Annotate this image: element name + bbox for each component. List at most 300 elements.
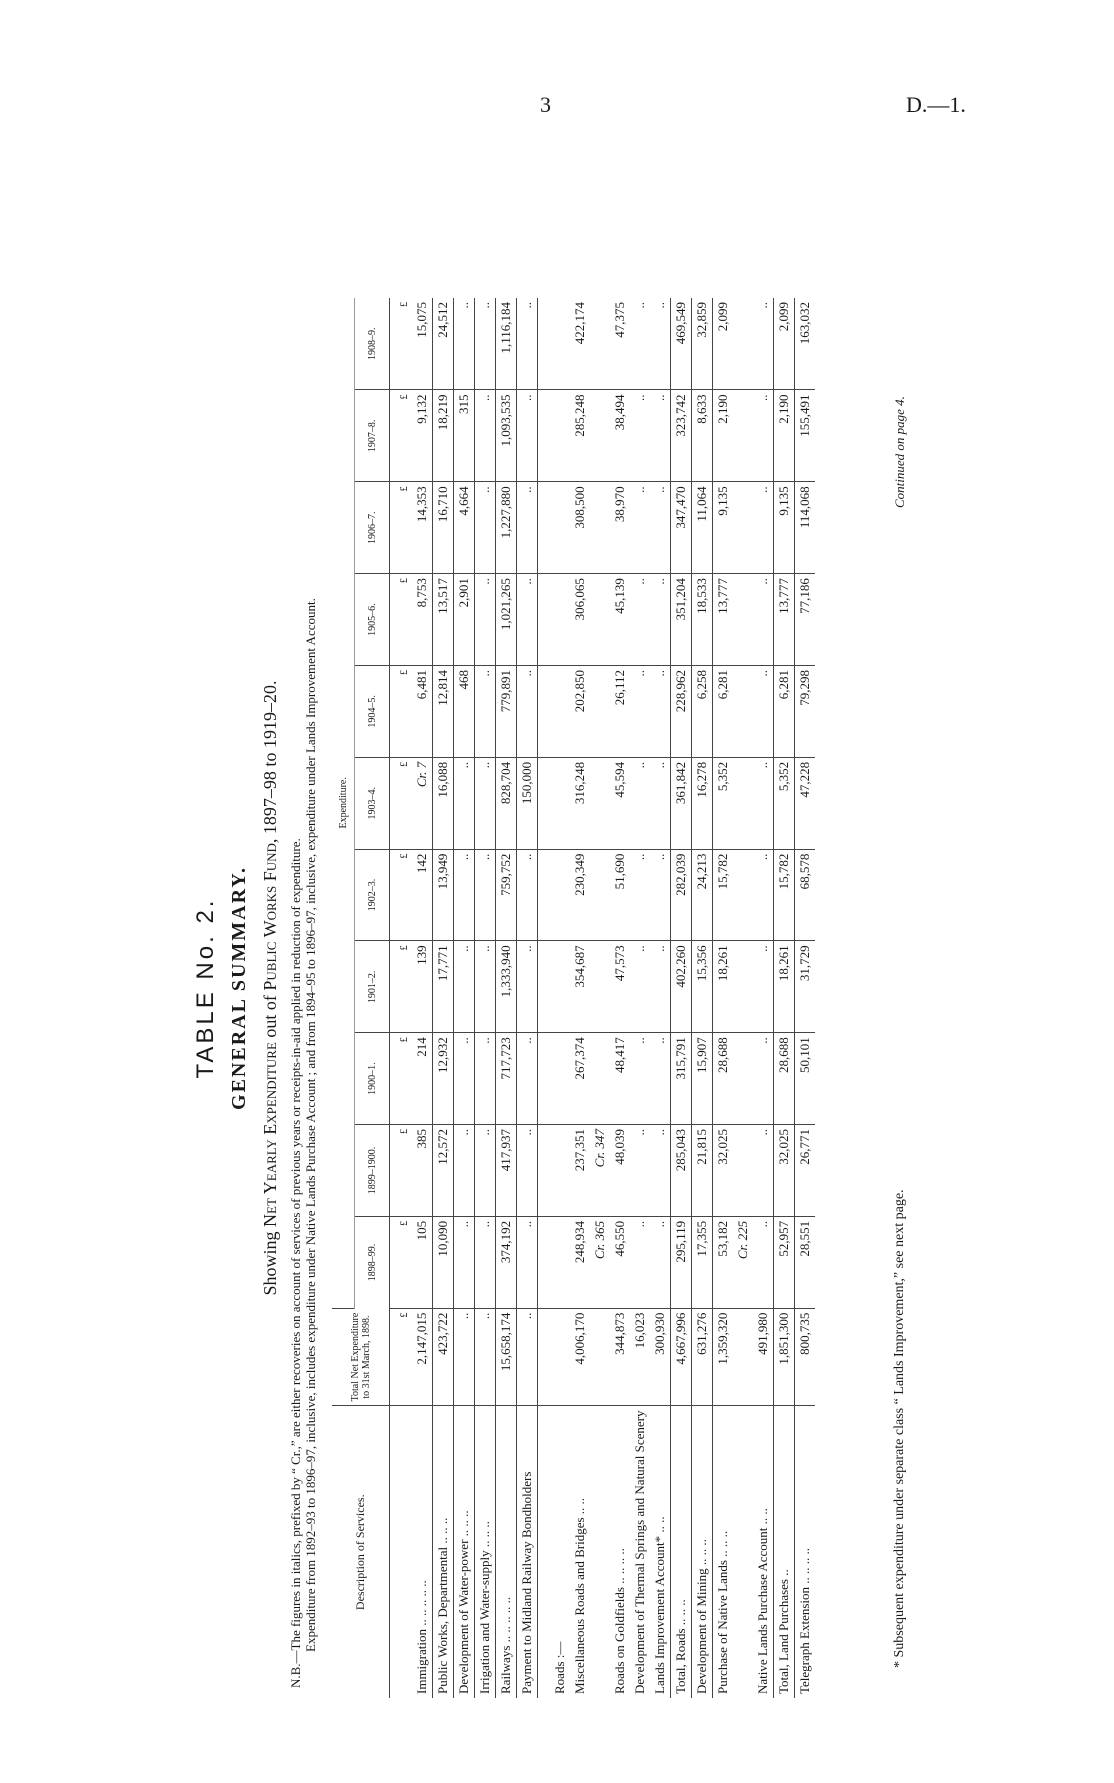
value-cell: .. <box>630 482 650 574</box>
value-cell: .. <box>753 390 774 482</box>
table-row <box>433 298 454 1698</box>
value-cell: .. <box>454 1125 475 1217</box>
value-cell: 17,771 <box>433 941 454 1033</box>
empty-cell <box>538 1308 571 1406</box>
value-cell: 32,859 <box>692 298 713 390</box>
page-number: 3 <box>540 92 551 117</box>
value-cell: 163,032 <box>795 298 816 390</box>
value-cell: .. <box>630 1033 650 1125</box>
row-label: Public Works, Departmental .. .. .. <box>433 1406 454 1698</box>
value-cell: 15,907 <box>692 1033 713 1125</box>
value-cell: 469,549 <box>671 298 692 390</box>
value-cell: 237,351 <box>570 1125 590 1217</box>
value-cell: 4,006,170 <box>570 1308 590 1406</box>
value-cell: .. <box>650 849 671 941</box>
roads-section-title <box>538 298 571 1698</box>
value-cell: 12,814 <box>433 666 454 758</box>
row-label: Roads :— <box>538 1406 571 1698</box>
empty-cell <box>538 941 571 1033</box>
value-cell: .. <box>630 390 650 482</box>
credit-cell <box>590 1308 610 1406</box>
value-cell: 31,729 <box>795 941 816 1033</box>
value-cell: 45,594 <box>610 757 630 849</box>
value-cell: .. <box>517 298 538 390</box>
value-cell: 374,192 <box>496 1216 517 1308</box>
empty-cell <box>733 1406 753 1698</box>
table-row <box>475 298 496 1698</box>
unit-cell: £ <box>390 1308 413 1406</box>
value-cell: .. <box>517 1125 538 1217</box>
rotated-table-page <box>180 268 925 1708</box>
empty-cell <box>538 849 571 941</box>
value-cell: 18,533 <box>692 574 713 666</box>
value-cell: .. <box>753 482 774 574</box>
value-cell: 18,261 <box>774 941 795 1033</box>
value-cell: 800,735 <box>795 1308 816 1406</box>
credit-cell: Cr. 347 <box>590 1125 610 1217</box>
value-cell: 45,139 <box>610 574 630 666</box>
table-row <box>692 298 713 1698</box>
page-reference: D.—1. <box>906 92 966 117</box>
value-cell: 53,182 <box>713 1216 734 1308</box>
value-cell: 13,949 <box>433 849 454 941</box>
value-cell: .. <box>475 941 496 1033</box>
row-label: Irrigation and Water-supply .. .. .. <box>475 1406 496 1698</box>
value-cell: 5,352 <box>713 757 734 849</box>
value-cell: .. <box>517 1216 538 1308</box>
value-cell: 295,119 <box>671 1216 692 1308</box>
value-cell: .. <box>475 757 496 849</box>
value-cell: 9,132 <box>412 390 433 482</box>
value-cell: .. <box>753 1216 774 1308</box>
value-cell: 15,658,174 <box>496 1308 517 1406</box>
value-cell: .. <box>630 941 650 1033</box>
row-label: Total, Land Purchases .. <box>774 1406 795 1698</box>
value-cell: .. <box>475 849 496 941</box>
credit-cell <box>733 757 753 849</box>
row-label: Railways .. .. .. .. .. <box>496 1406 517 1698</box>
empty-cell <box>538 1216 571 1308</box>
table-row <box>713 298 734 1698</box>
row-label: Development of Water-power .. .. .. <box>454 1406 475 1698</box>
value-cell: 68,578 <box>795 849 816 941</box>
value-cell: .. <box>454 298 475 390</box>
value-cell: .. <box>650 1125 671 1217</box>
credit-cell <box>590 1033 610 1125</box>
value-cell: 267,374 <box>570 1033 590 1125</box>
value-cell: 5,352 <box>774 757 795 849</box>
value-cell: 11,064 <box>692 482 713 574</box>
value-cell: 15,356 <box>692 941 713 1033</box>
row-label: Lands Improvement Account* .. .. <box>652 1516 667 1694</box>
unit-cell: £ <box>390 849 413 941</box>
value-cell: 285,043 <box>671 1125 692 1217</box>
value-cell: 52,957 <box>774 1216 795 1308</box>
row-label: Development of Thermal Springs and Natural Scenery <box>632 1410 647 1694</box>
value-cell: .. <box>475 482 496 574</box>
table-row <box>610 298 630 1698</box>
credit-cell <box>733 1308 753 1406</box>
value-cell: 114,068 <box>795 482 816 574</box>
value-cell: 51,690 <box>610 849 630 941</box>
value-cell: 1,093,535 <box>496 390 517 482</box>
heading-prefix: Showing <box>260 1231 280 1296</box>
unit-cell: £ <box>390 666 413 758</box>
empty-cell <box>538 574 571 666</box>
credit-cell <box>733 482 753 574</box>
table-row <box>671 298 692 1698</box>
header-year: 1904–5. <box>355 666 390 758</box>
value-cell: 6,481 <box>412 666 433 758</box>
value-cell: .. <box>475 1308 496 1406</box>
value-cell: 4,664 <box>454 482 475 574</box>
value-cell: .. <box>517 1308 538 1406</box>
empty-cell <box>538 757 571 849</box>
value-cell: 1,359,320 <box>713 1308 734 1406</box>
header-year: 1901–2. <box>355 941 390 1033</box>
unit-cell: £ <box>390 757 413 849</box>
table-row <box>412 298 433 1698</box>
header-year: 1899–1900. <box>355 1125 390 1217</box>
value-cell: 422,174 <box>570 298 590 390</box>
value-cell: 354,687 <box>570 941 590 1033</box>
value-cell: 202,850 <box>570 666 590 758</box>
table-row <box>774 298 795 1698</box>
credit-cell <box>590 482 610 574</box>
unit-cell: £ <box>390 1216 413 1308</box>
value-cell: 16,023 <box>630 1308 650 1406</box>
value-cell: .. <box>753 1033 774 1125</box>
header-year: 1907–8. <box>355 390 390 482</box>
value-cell: 142 <box>412 849 433 941</box>
value-cell: .. <box>650 482 671 574</box>
value-cell: 423,722 <box>433 1308 454 1406</box>
header-year: 1898–99. <box>355 1216 390 1308</box>
header-total-net: Total Net Expenditure to 31st March, 1898. <box>332 1308 390 1406</box>
row-label: Miscellaneous Roads and Bridges .. .. <box>572 1497 587 1694</box>
credit-cell <box>733 390 753 482</box>
value-cell: 8,633 <box>692 390 713 482</box>
value-cell: 1,851,300 <box>774 1308 795 1406</box>
credit-cell <box>590 666 610 758</box>
value-cell: 759,752 <box>496 849 517 941</box>
row-label: Development of Mining .. .. .. <box>692 1406 713 1698</box>
value-cell: .. <box>454 849 475 941</box>
summary-table <box>332 298 815 1698</box>
value-cell: 385 <box>412 1125 433 1217</box>
credit-cell <box>733 849 753 941</box>
value-cell: 32,025 <box>774 1125 795 1217</box>
table-row <box>795 298 816 1698</box>
unit-cell <box>390 1406 413 1698</box>
value-cell: .. <box>475 1033 496 1125</box>
value-cell: .. <box>753 757 774 849</box>
value-cell: 717,723 <box>496 1033 517 1125</box>
value-cell: 13,777 <box>713 574 734 666</box>
credit-row <box>733 298 753 1698</box>
value-cell: 491,980 <box>753 1308 774 1406</box>
value-cell: .. <box>630 1216 650 1308</box>
value-cell: .. <box>650 390 671 482</box>
value-cell: 18,261 <box>713 941 734 1033</box>
value-cell: 306,065 <box>570 574 590 666</box>
unit-cell: £ <box>390 574 413 666</box>
row-label: Total, Roads .. .. .. <box>671 1406 692 1698</box>
header-description: Description of Services. <box>332 1406 390 1698</box>
value-cell: 13,777 <box>774 574 795 666</box>
value-cell: 16,088 <box>433 757 454 849</box>
value-cell: 77,186 <box>795 574 816 666</box>
credit-cell <box>590 574 610 666</box>
value-cell: 16,710 <box>433 482 454 574</box>
value-cell: 12,932 <box>433 1033 454 1125</box>
value-cell: 315 <box>454 390 475 482</box>
value-cell: .. <box>650 941 671 1033</box>
value-cell: 46,550 <box>610 1216 630 1308</box>
value-cell: .. <box>650 298 671 390</box>
table-row <box>650 298 671 1698</box>
value-cell: 38,970 <box>610 482 630 574</box>
table-row <box>753 298 774 1698</box>
header-expenditure: Expenditure. <box>332 298 355 1308</box>
value-cell: 155,491 <box>795 390 816 482</box>
value-cell: .. <box>475 1216 496 1308</box>
unit-cell: £ <box>390 390 413 482</box>
value-cell: .. <box>454 941 475 1033</box>
row-label: Native Lands Purchase Account .. .. <box>755 1508 770 1694</box>
value-cell: .. <box>630 849 650 941</box>
value-cell: 50,101 <box>795 1033 816 1125</box>
value-cell: 2,901 <box>454 574 475 666</box>
unit-row <box>390 298 413 1698</box>
value-cell: .. <box>454 1216 475 1308</box>
credit-cell <box>733 574 753 666</box>
value-cell: Cr. 7 <box>412 757 433 849</box>
value-cell: .. <box>753 298 774 390</box>
value-cell: 417,937 <box>496 1125 517 1217</box>
value-cell: 1,227,880 <box>496 482 517 574</box>
unit-cell: £ <box>390 1033 413 1125</box>
unit-cell: £ <box>390 1125 413 1217</box>
value-cell: 13,517 <box>433 574 454 666</box>
value-cell: 32,025 <box>713 1125 734 1217</box>
value-cell: 1,333,940 <box>496 941 517 1033</box>
value-cell: 351,204 <box>671 574 692 666</box>
value-cell: .. <box>517 941 538 1033</box>
value-cell: 2,190 <box>774 390 795 482</box>
value-cell: .. <box>650 757 671 849</box>
value-cell: 28,688 <box>774 1033 795 1125</box>
value-cell: 15,782 <box>774 849 795 941</box>
unit-cell: £ <box>390 941 413 1033</box>
empty-cell <box>538 666 571 758</box>
note-line-1: N.B.—The figures in italics, prefixed by “ Cr.,” are either recoveries on account of services of previous years or receipts-in-aid applied in reduction of expenditure. <box>288 838 303 1688</box>
value-cell: .. <box>475 298 496 390</box>
value-cell: 2,190 <box>713 390 734 482</box>
table-row <box>517 298 538 1698</box>
empty-cell <box>538 390 571 482</box>
credit-cell: Cr. 225 <box>733 1216 753 1308</box>
table-row <box>630 298 650 1698</box>
credit-cell <box>733 941 753 1033</box>
value-cell: 79,298 <box>795 666 816 758</box>
row-label: Payment to Midland Railway Bondholders <box>517 1406 538 1698</box>
value-cell: .. <box>517 849 538 941</box>
value-cell: 1,116,184 <box>496 298 517 390</box>
table-row <box>454 298 475 1698</box>
value-cell: .. <box>630 1125 650 1217</box>
value-cell: .. <box>517 482 538 574</box>
value-cell: 1,021,265 <box>496 574 517 666</box>
value-cell: 347,470 <box>671 482 692 574</box>
value-cell: .. <box>517 390 538 482</box>
heading-fund: Public Works Fund <box>260 843 280 991</box>
value-cell: .. <box>753 1125 774 1217</box>
credit-cell <box>590 390 610 482</box>
row-label: Telegraph Extension .. .. .. .. <box>795 1406 816 1698</box>
table-body <box>390 298 816 1698</box>
value-cell: .. <box>753 849 774 941</box>
value-cell: 17,355 <box>692 1216 713 1308</box>
header-year: 1903–4. <box>355 757 390 849</box>
value-cell: .. <box>753 574 774 666</box>
heading-mid: out of <box>260 995 280 1038</box>
table-heading <box>260 268 281 1708</box>
value-cell: 24,512 <box>433 298 454 390</box>
table-title: TABLE No. 2. <box>192 897 219 1079</box>
value-cell: 28,688 <box>713 1033 734 1125</box>
credit-cell <box>590 941 610 1033</box>
value-cell: 150,000 <box>517 757 538 849</box>
table-row <box>570 298 590 1698</box>
value-cell: 323,742 <box>671 390 692 482</box>
value-cell: 344,873 <box>610 1308 630 1406</box>
value-cell: 230,349 <box>570 849 590 941</box>
value-cell: 631,276 <box>692 1308 713 1406</box>
credit-cell: Cr. 365 <box>590 1216 610 1308</box>
value-cell: .. <box>475 666 496 758</box>
value-cell: 47,573 <box>610 941 630 1033</box>
value-cell: 10,090 <box>433 1216 454 1308</box>
value-cell: 2,147,015 <box>412 1308 433 1406</box>
table-subtitle: GENERAL SUMMARY. <box>228 866 250 1110</box>
value-cell: 308,500 <box>570 482 590 574</box>
header-year: 1900–1. <box>355 1033 390 1125</box>
value-cell: 28,551 <box>795 1216 816 1308</box>
row-label: Purchase of Native Lands .. .. .. <box>713 1406 734 1698</box>
footnote: * Subsequent expenditure under separate class “ Lands Improvement,” see next page. <box>892 1189 907 1668</box>
value-cell: .. <box>454 1033 475 1125</box>
credit-cell <box>733 298 753 390</box>
note <box>288 328 318 1688</box>
value-cell: 12,572 <box>433 1125 454 1217</box>
credit-cell <box>590 849 610 941</box>
credit-cell <box>733 666 753 758</box>
credit-cell <box>590 757 610 849</box>
value-cell: 248,934 <box>570 1216 590 1308</box>
empty-cell <box>538 298 571 390</box>
value-cell: .. <box>475 1125 496 1217</box>
value-cell: 18,219 <box>433 390 454 482</box>
value-cell: .. <box>630 666 650 758</box>
empty-cell <box>538 482 571 574</box>
value-cell: .. <box>630 757 650 849</box>
value-cell: .. <box>650 1216 671 1308</box>
value-cell: 14,353 <box>412 482 433 574</box>
value-cell: 2,099 <box>713 298 734 390</box>
header-year: 1908–9. <box>355 298 390 390</box>
value-cell: 47,375 <box>610 298 630 390</box>
value-cell: 6,281 <box>713 666 734 758</box>
value-cell: 139 <box>412 941 433 1033</box>
value-cell: 361,842 <box>671 757 692 849</box>
empty-cell <box>538 1033 571 1125</box>
value-cell: .. <box>650 1033 671 1125</box>
credit-cell <box>733 1033 753 1125</box>
value-cell: 315,791 <box>671 1033 692 1125</box>
value-cell: 316,248 <box>570 757 590 849</box>
value-cell: 24,213 <box>692 849 713 941</box>
table-row <box>496 298 517 1698</box>
value-cell: 9,135 <box>713 482 734 574</box>
value-cell: .. <box>753 666 774 758</box>
value-cell: .. <box>454 1308 475 1406</box>
value-cell: 2,099 <box>774 298 795 390</box>
value-cell: .. <box>753 941 774 1033</box>
value-cell: 285,248 <box>570 390 590 482</box>
continued-note: Continued on page 4. <box>892 396 907 508</box>
value-cell: 47,228 <box>795 757 816 849</box>
value-cell: .. <box>475 390 496 482</box>
header-year: 1905–6. <box>355 574 390 666</box>
value-cell: 21,815 <box>692 1125 713 1217</box>
header-year: 1902–3. <box>355 849 390 941</box>
value-cell: 6,281 <box>774 666 795 758</box>
value-cell: 4,667,996 <box>671 1308 692 1406</box>
value-cell: 282,039 <box>671 849 692 941</box>
value-cell: .. <box>517 666 538 758</box>
heading-small-caps: Net Yearly Expenditure <box>260 1042 280 1227</box>
value-cell: 15,075 <box>412 298 433 390</box>
value-cell: 48,039 <box>610 1125 630 1217</box>
value-cell: 8,753 <box>412 574 433 666</box>
value-cell: 402,260 <box>671 941 692 1033</box>
value-cell: .. <box>475 574 496 666</box>
row-label: Immigration .. .. .. .. .. <box>414 1580 429 1694</box>
credit-cell <box>733 1125 753 1217</box>
value-cell: 468 <box>454 666 475 758</box>
unit-cell: £ <box>390 482 413 574</box>
value-cell: 300,930 <box>650 1308 671 1406</box>
value-cell: 6,258 <box>692 666 713 758</box>
value-cell: .. <box>650 666 671 758</box>
empty-cell <box>590 1406 610 1698</box>
credit-cell <box>590 298 610 390</box>
value-cell: .. <box>630 298 650 390</box>
value-cell: 38,494 <box>610 390 630 482</box>
empty-cell <box>538 1125 571 1217</box>
value-cell: 105 <box>412 1216 433 1308</box>
value-cell: 26,771 <box>795 1125 816 1217</box>
value-cell: 16,278 <box>692 757 713 849</box>
value-cell: 26,112 <box>610 666 630 758</box>
value-cell: 48,417 <box>610 1033 630 1125</box>
value-cell: .. <box>454 757 475 849</box>
value-cell: .. <box>517 1033 538 1125</box>
value-cell: 15,782 <box>713 849 734 941</box>
value-cell: 9,135 <box>774 482 795 574</box>
credit-row <box>590 298 610 1698</box>
